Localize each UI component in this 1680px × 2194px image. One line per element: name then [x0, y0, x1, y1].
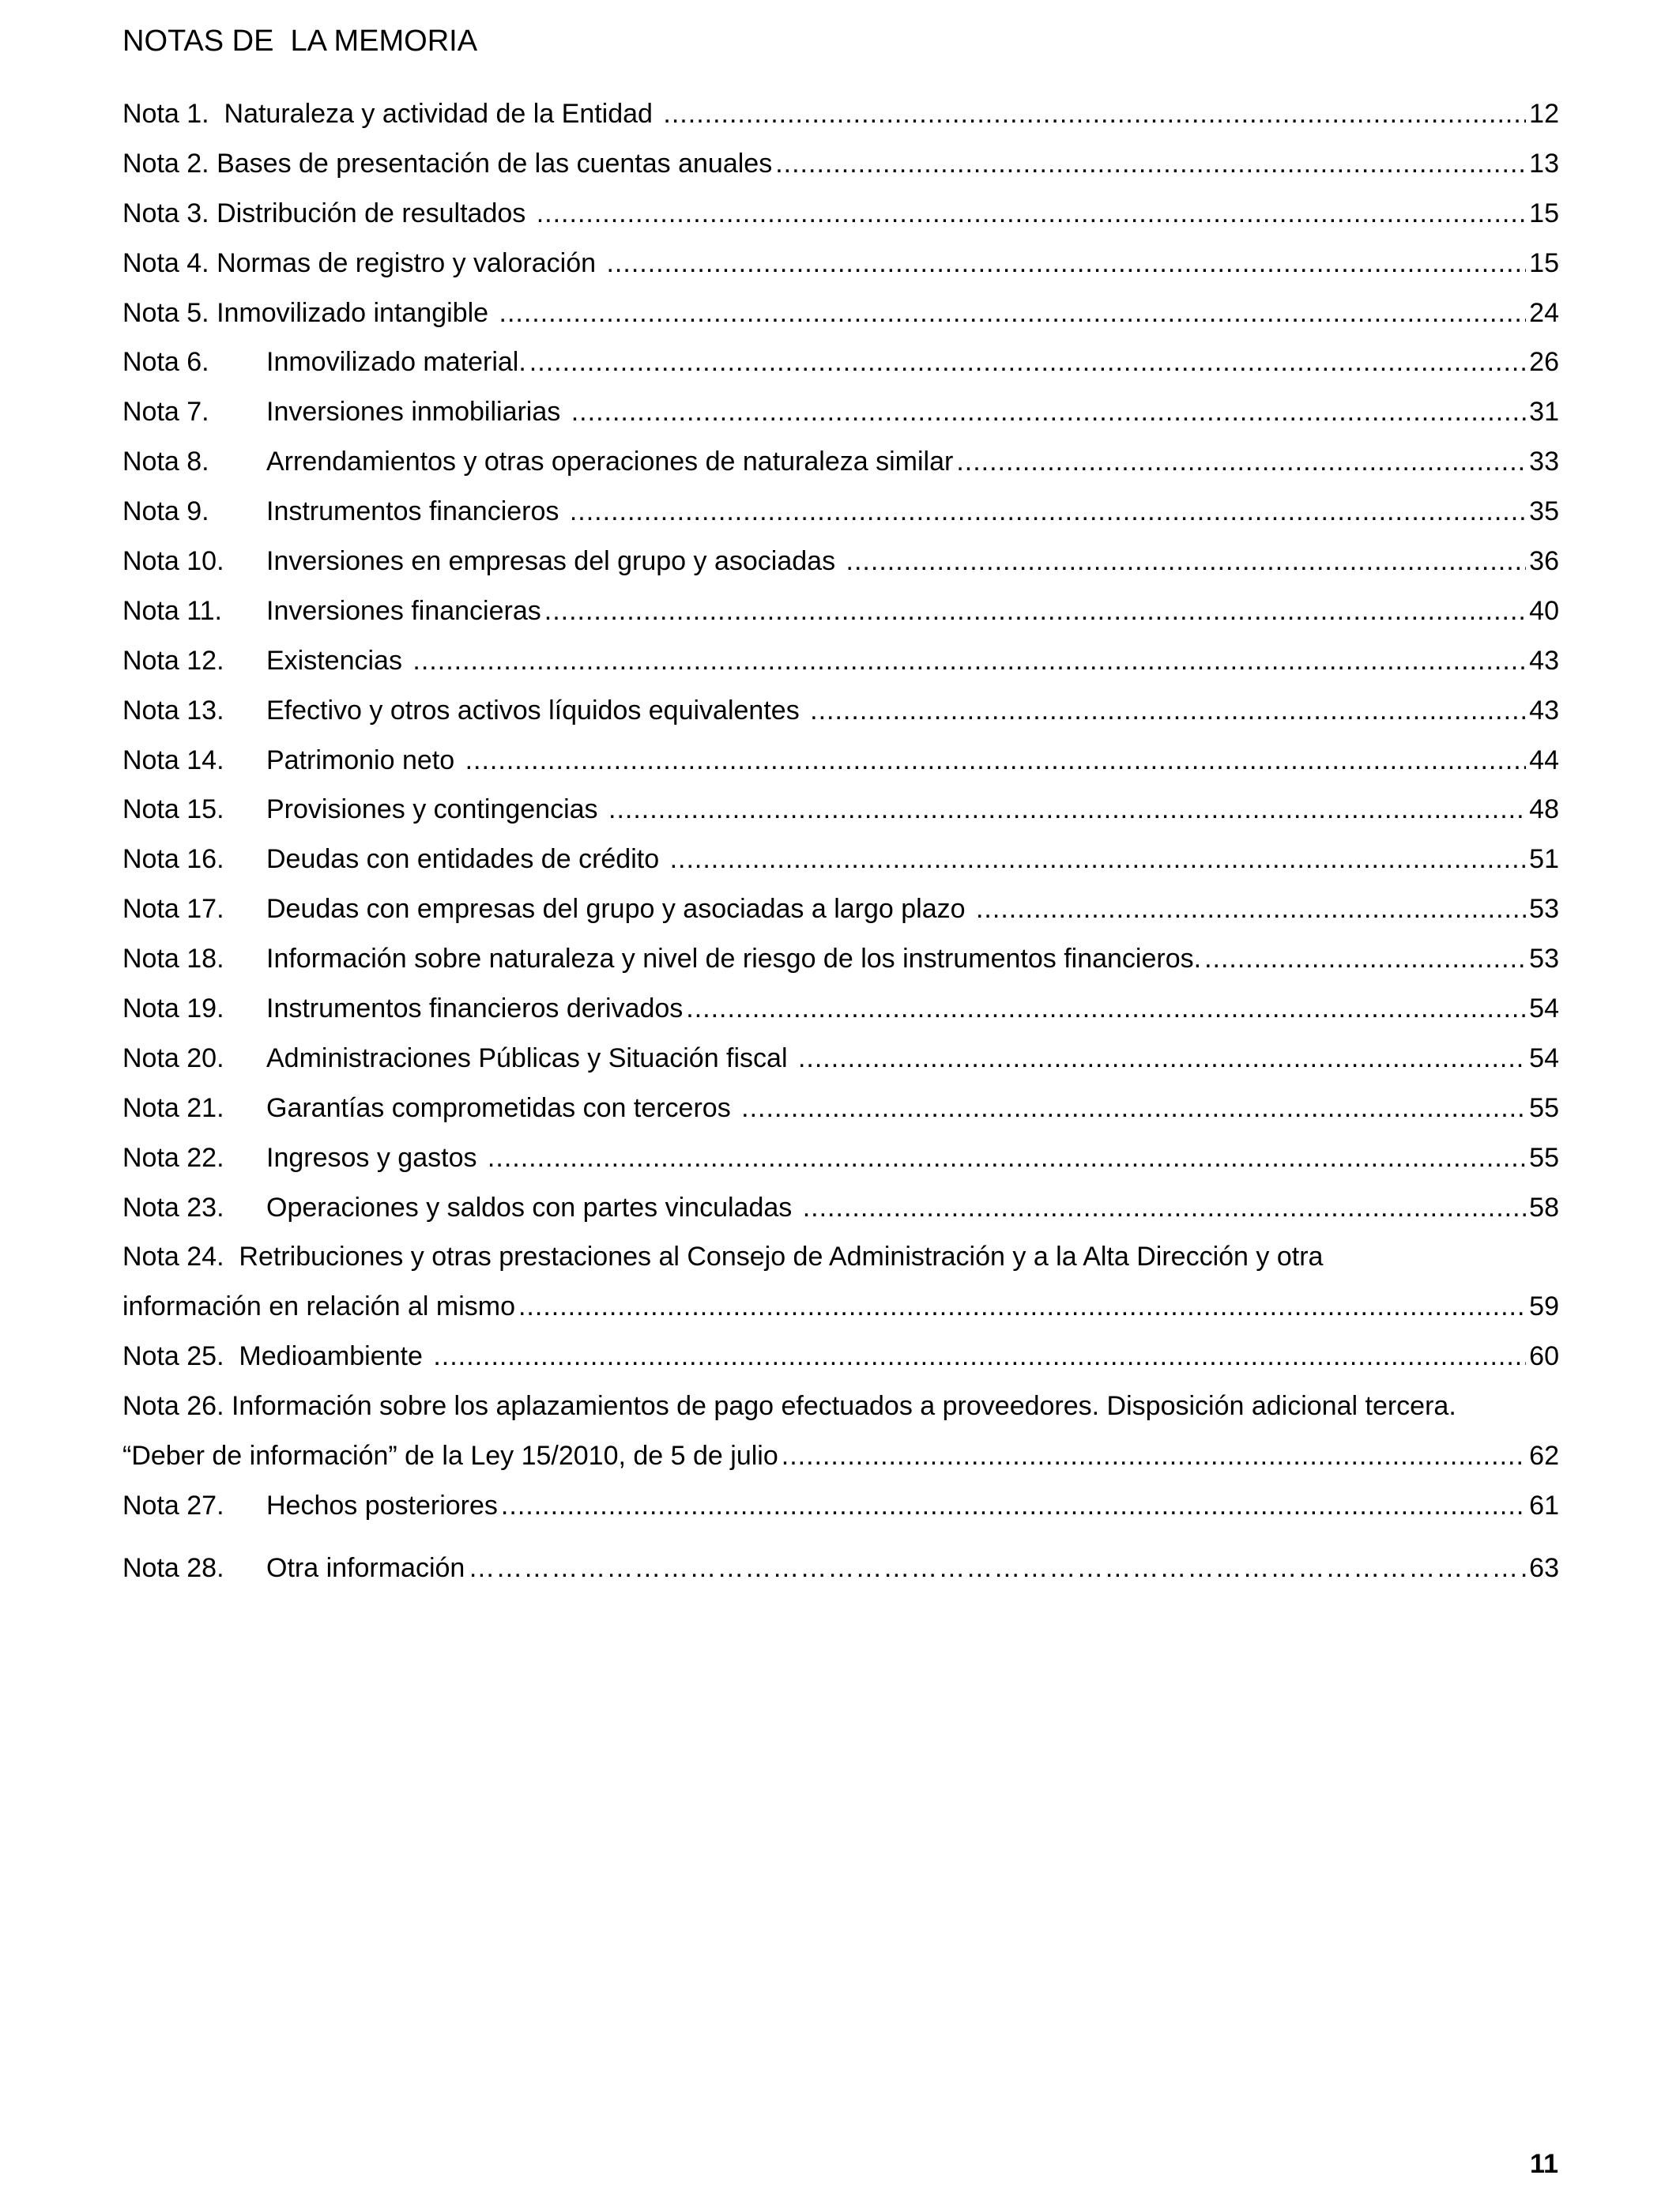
- dot-leader: [488, 1139, 1526, 1177]
- toc-page-number: 59: [1529, 1291, 1559, 1322]
- toc-entry[interactable]: [122, 542, 1559, 592]
- toc-page-number: 31: [1529, 397, 1559, 428]
- toc-entry[interactable]: [122, 790, 1559, 840]
- toc-entry[interactable]: [122, 1487, 1559, 1536]
- toc-entry-label: Nota 5. Inmovilizado intangible: [122, 297, 496, 328]
- toc-entry-label: Nota 24. Retribuciones y otras prestaciones al Consejo de Administración y a la Alta Dirección y otra: [122, 1242, 1324, 1272]
- dot-leader: [803, 1189, 1526, 1227]
- toc-entry[interactable]: [122, 840, 1559, 890]
- dot-leader: [412, 642, 1526, 680]
- toc-entry-number: Nota 16.: [122, 844, 224, 875]
- toc-entry[interactable]: [122, 244, 1559, 294]
- toc-entry[interactable]: [122, 1189, 1559, 1238]
- table-of-contents: [122, 95, 1559, 1599]
- toc-page-number: 58: [1529, 1192, 1559, 1223]
- page-number: 11: [1530, 2149, 1558, 2179]
- toc-entry[interactable]: [122, 1139, 1559, 1189]
- toc-page-number: 44: [1529, 745, 1559, 775]
- toc-entry-title: Información sobre naturaleza y nivel de riesgo de los instrumentos financieros.: [266, 944, 1202, 974]
- toc-entry-title: Inversiones en empresas del grupo y asociadas: [266, 546, 843, 577]
- toc-entry-number: Nota 7.: [122, 397, 209, 428]
- toc-entry-label: Nota 3. Distribución de resultados: [122, 198, 533, 228]
- toc-page-number: 54: [1529, 993, 1559, 1024]
- dot-leader: [570, 492, 1526, 530]
- toc-page-number: 35: [1529, 496, 1559, 527]
- toc-entry-title: Garantías comprometidas con terceros: [266, 1092, 739, 1123]
- toc-entry[interactable]: [122, 990, 1559, 1039]
- toc-entry-label: Nota 2. Bases de presentación de las cuentas anuales: [122, 148, 773, 179]
- toc-entry-title: Existencias: [266, 645, 410, 676]
- toc-entry-number: Nota 27.: [122, 1490, 224, 1521]
- toc-entry-title: Provisiones y contingencias: [266, 794, 606, 825]
- toc-page-number: 15: [1529, 247, 1559, 278]
- toc-page-number: 15: [1529, 198, 1559, 228]
- toc-page-number: 60: [1529, 1341, 1559, 1372]
- dot-leader: [741, 1089, 1526, 1127]
- toc-page-number: 48: [1529, 794, 1559, 825]
- toc-entry-title: Instrumentos financieros derivados: [266, 993, 684, 1024]
- toc-entry-title: Efectivo y otros activos líquidos equivalentes: [266, 695, 808, 726]
- toc-entry[interactable]: [122, 1039, 1559, 1089]
- dot-leader: [518, 1287, 1526, 1325]
- toc-page-number: 51: [1529, 844, 1559, 875]
- toc-entry-label: “Deber de información” de la Ley 15/2010, de 5 de julio: [122, 1441, 778, 1472]
- toc-entry[interactable]: [122, 592, 1559, 642]
- toc-entry-number: Nota 9.: [122, 496, 209, 527]
- dot-leader: [468, 1549, 1526, 1587]
- toc-entry-title: Ingresos y gastos: [266, 1142, 484, 1173]
- toc-entry[interactable]: [122, 1437, 1559, 1487]
- toc-entry[interactable]: [122, 443, 1559, 492]
- toc-page-number: 53: [1529, 944, 1559, 974]
- toc-entry-line[interactable]: [122, 1387, 1559, 1437]
- toc-entry[interactable]: [122, 294, 1559, 344]
- toc-page-number: 12: [1529, 99, 1559, 129]
- toc-entry-label: Nota 1. Naturaleza y actividad de la Entidad: [122, 99, 661, 129]
- toc-entry[interactable]: [122, 940, 1559, 990]
- toc-entry-title: Operaciones y saldos con partes vinculadas: [266, 1192, 800, 1223]
- toc-entry-number: Nota 11.: [122, 595, 223, 626]
- toc-page-number: 36: [1529, 546, 1559, 577]
- dot-leader: [846, 542, 1527, 580]
- toc-entry[interactable]: [122, 741, 1559, 791]
- toc-page-number: 24: [1529, 297, 1559, 328]
- dot-leader: [775, 145, 1526, 183]
- toc-entry-line[interactable]: [122, 1238, 1559, 1287]
- dot-leader: [810, 692, 1526, 729]
- toc-entry[interactable]: [122, 1549, 1559, 1599]
- dot-leader: [537, 194, 1526, 232]
- toc-entry-title: Administraciones Públicas y Situación fiscal: [266, 1042, 795, 1073]
- toc-entry-number: Nota 23.: [122, 1192, 224, 1223]
- dot-leader: [686, 990, 1526, 1027]
- dot-leader: [544, 592, 1526, 630]
- toc-entry-number: Nota 14.: [122, 745, 224, 775]
- toc-entry-number: Nota 18.: [122, 944, 224, 974]
- toc-entry-number: Nota 22.: [122, 1142, 224, 1173]
- toc-entry-label: Nota 4. Normas de registro y valoración: [122, 247, 604, 278]
- dot-leader: [608, 790, 1526, 828]
- toc-entry-number: Nota 17.: [122, 894, 224, 925]
- dot-leader: [782, 1437, 1526, 1475]
- toc-entry-title: Inversiones financieras: [266, 595, 541, 626]
- toc-entry-label: Nota 25. Medioambiente: [122, 1341, 431, 1372]
- dot-leader: [663, 95, 1526, 133]
- toc-entry[interactable]: [122, 95, 1559, 145]
- dot-leader: [956, 443, 1526, 481]
- toc-page-number: 63: [1529, 1552, 1559, 1583]
- dot-leader: [501, 1487, 1526, 1525]
- toc-entry[interactable]: [122, 145, 1559, 194]
- toc-entry-label: información en relación al mismo: [122, 1291, 515, 1322]
- toc-entry-number: Nota 19.: [122, 993, 224, 1024]
- dot-leader: [465, 741, 1527, 779]
- toc-entry[interactable]: [122, 1089, 1559, 1139]
- toc-page-number: 33: [1529, 447, 1559, 477]
- toc-entry-title: Deudas con entidades de crédito: [266, 844, 667, 875]
- toc-entry[interactable]: [122, 642, 1559, 692]
- toc-page-number: 53: [1529, 894, 1559, 925]
- toc-entry-number: Nota 13.: [122, 695, 224, 726]
- toc-entry-number: Nota 21.: [122, 1092, 224, 1123]
- toc-entry[interactable]: [122, 692, 1559, 741]
- toc-entry-title: Arrendamientos y otras operaciones de naturaleza similar: [266, 447, 954, 477]
- dot-leader: [976, 890, 1526, 928]
- toc-entry-number: Nota 10.: [122, 546, 224, 577]
- toc-entry-title: Inversiones inmobiliarias: [266, 397, 568, 428]
- dot-leader: [571, 393, 1526, 431]
- toc-page-number: 43: [1529, 695, 1559, 726]
- toc-page-number: 54: [1529, 1042, 1559, 1073]
- toc-page-number: 43: [1529, 645, 1559, 676]
- toc-page-number: 55: [1529, 1092, 1559, 1123]
- toc-page-number: 26: [1529, 347, 1559, 378]
- toc-entry[interactable]: [122, 1287, 1559, 1337]
- toc-entry-number: Nota 8.: [122, 447, 209, 477]
- dot-leader: [670, 840, 1527, 878]
- toc-entry[interactable]: [122, 1337, 1559, 1387]
- toc-entry[interactable]: [122, 393, 1559, 443]
- toc-entry[interactable]: [122, 343, 1559, 393]
- toc-entry-title: Hechos posteriores: [266, 1490, 498, 1521]
- dot-leader: [606, 244, 1526, 282]
- dot-leader: [798, 1039, 1526, 1077]
- toc-entry-title: Instrumentos financieros: [266, 496, 567, 527]
- toc-entry-title: Patrimonio neto: [266, 745, 462, 775]
- toc-page-number: 40: [1529, 595, 1559, 626]
- toc-entry-number: Nota 20.: [122, 1042, 224, 1073]
- toc-entry[interactable]: [122, 890, 1559, 940]
- dot-leader: [433, 1337, 1526, 1375]
- toc-entry-number: Nota 28.: [122, 1552, 224, 1583]
- toc-page-number: 55: [1529, 1142, 1559, 1173]
- toc-entry-label: Nota 26. Información sobre los aplazamientos de pago efectuados a proveedores. Disposición adicional tercera.: [122, 1391, 1456, 1422]
- toc-entry[interactable]: [122, 194, 1559, 244]
- toc-entry-title: Inmovilizado material.: [266, 347, 526, 378]
- page-title: NOTAS DE LA MEMORIA: [122, 25, 478, 58]
- toc-entry-number: Nota 12.: [122, 645, 224, 676]
- toc-page-number: 13: [1529, 148, 1559, 179]
- toc-entry-number: Nota 15.: [122, 794, 224, 825]
- dot-leader: [529, 343, 1526, 381]
- toc-entry-title: Otra información: [266, 1552, 465, 1583]
- dot-leader: [1204, 940, 1526, 978]
- toc-entry[interactable]: [122, 492, 1559, 542]
- toc-entry-title: Deudas con empresas del grupo y asociadas a largo plazo: [266, 894, 973, 925]
- dot-leader: [499, 294, 1527, 332]
- toc-page-number: 61: [1529, 1490, 1559, 1521]
- toc-page-number: 62: [1529, 1441, 1559, 1472]
- toc-entry-number: Nota 6.: [122, 347, 209, 378]
